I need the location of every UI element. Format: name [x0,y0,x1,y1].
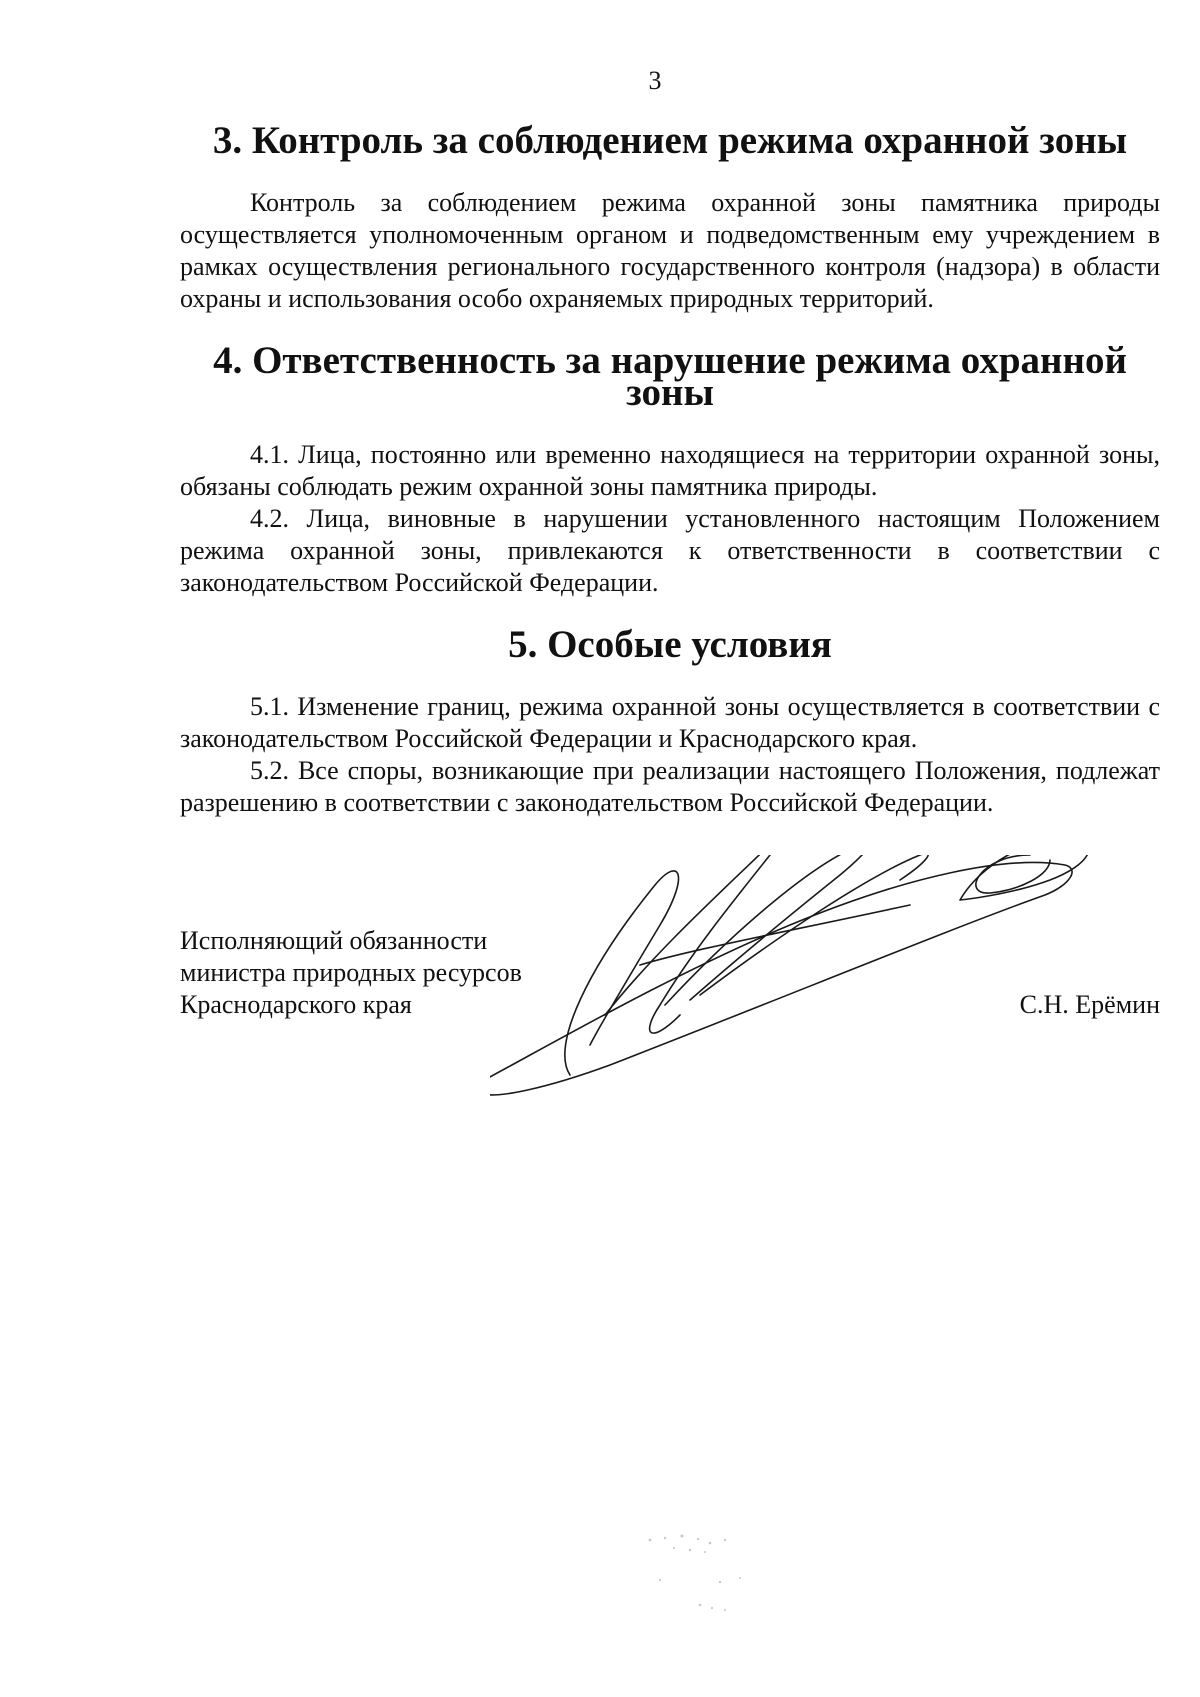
handwritten-signature [490,855,1170,1195]
page-number: 3 [648,66,662,95]
paragraph-5-2: 5.2. Все споры, возникающие при реализации настоящего Положения, подлежат разрешению в соответствии с законодательством Российской Федерации. [180,756,1160,817]
signatory-position-line: Исполняющий обязанности [180,926,488,955]
section-title-3: 3. Контроль за соблюдением режима охранной зоны [212,119,1128,162]
paragraph-5-1: 5.1. Изменение границ, режима охранной зоны осуществляется в соответствии с законодательством Российской Федерации и Краснодарского края. [180,692,1160,753]
faint-stamp-mark [630,1510,780,1630]
signatory-name: С.Н. Ерёмин [1019,990,1160,1019]
signatory-position [180,925,522,1021]
signatory-position-line: Краснодарского края [180,990,412,1019]
section-title-5: 5. Особые условия [508,623,832,666]
paragraph-4-1: 4.1. Лица, постоянно или временно находящиеся на территории охранной зоны, обязаны соблюдать режим охранной зоны памятника природы. [180,440,1160,501]
signatory-position-line: министра природных ресурсов [180,958,522,987]
document-body [180,119,1160,819]
paragraph-3: Контроль за соблюдением режима охранной зоны памятника природы осуществляется уполномоченным органом и подведомственным ему учреждением в рамках осуществления регионального государственного контроля (надзора) в области охраны и использования особо охраняемых природных территорий. [180,188,1160,313]
paragraph-4-2: 4.2. Лица, виновные в нарушении установленного настоящим Положением режима охранной зоны, привлекаются к ответственности в соответствии с законодательством Российской Федерации. [180,504,1160,597]
section-title-4: 4. Ответственность за нарушение режима охранной зоны [213,339,1127,414]
